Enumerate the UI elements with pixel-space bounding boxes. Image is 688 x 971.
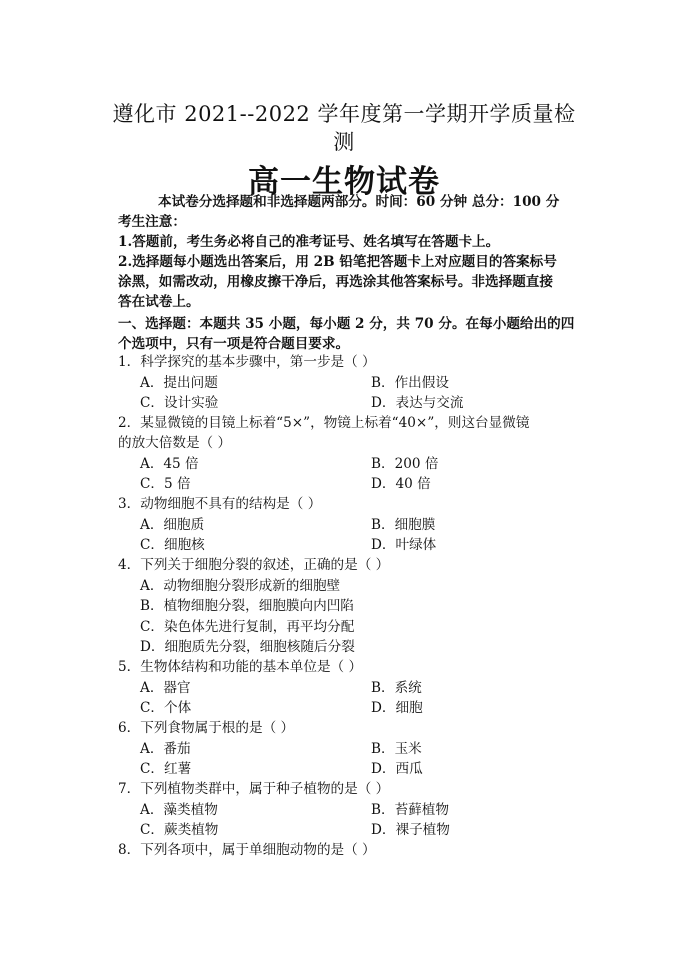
notes-heading: 考生注意： [118,214,186,230]
question-3-option-c: C．细胞核 [140,537,205,553]
exam-title-line2: 测 [333,130,355,154]
question-4-option-c: C．染色体先进行复制，再平均分配 [140,619,355,635]
question-5-option-d: D．细胞 [371,700,423,716]
question-2-option-a: A．45 倍 [140,456,199,472]
question-7-option-b: B．苔藓植物 [371,802,449,818]
question-4-stem: 4．下列关于细胞分裂的叙述，正确的是（ ） [118,557,390,573]
section-heading-line1: 一、选择题：本题共 35 小题，每小题 2 分，共 70 分。在每小题给出的四 [118,316,575,332]
question-8-stem: 8．下列各项中，属于单细胞动物的是（ ） [118,842,376,858]
question-3-option-d: D．叶绿体 [371,537,437,553]
question-5-option-c: C．个体 [140,700,192,716]
section-heading-line2: 个选项中，只有一项是符合题目要求。 [118,336,350,352]
question-3-option-b: B．细胞膜 [371,517,436,533]
question-5-option-a: A．器官 [140,680,191,696]
question-4-option-a: A．动物细胞分裂形成新的细胞壁 [140,578,341,594]
question-2-option-c: C．5 倍 [140,476,191,492]
question-3-stem: 3．动物细胞不具有的结构是（ ） [118,496,322,512]
exam-title-line1: 遵化市 2021--2022 学年度第一学期开学质量检 [112,102,576,126]
question-2-stem-line1: 2．某显微镜的目镜上标着“5×”，物镜上标着“40×”，则这台显微镜 [118,415,530,431]
question-1-option-c: C．设计实验 [140,395,219,411]
question-1-stem: 1．科学探究的基本步骤中，第一步是（ ） [118,354,376,370]
question-1-option-a: A．提出问题 [140,375,218,391]
note-1: 1.答题前，考生务必将自己的准考证号、姓名填写在答题卡上。 [118,234,500,250]
question-2-stem-line2: 的放大倍数是（ ） [118,435,232,451]
question-2-option-b: B．200 倍 [371,456,439,472]
exam-intro: 本试卷分选择题和非选择题两部分。时间：60 分钟 总分：100 分 [158,194,560,210]
question-7-option-c: C．蕨类植物 [140,822,219,838]
note-2-line3: 答在试卷上。 [118,294,200,310]
question-3-option-a: A．细胞质 [140,517,205,533]
note-2-line1: 2.选择题每小题选出答案后，用 2B 铅笔把答题卡上对应题目的答案标号 [118,254,557,270]
question-5-stem: 5．生物体结构和功能的基本单位是（ ） [118,659,363,675]
question-6-option-b: B．玉米 [371,741,422,757]
question-4-option-b: B．植物细胞分裂，细胞膜向内凹陷 [140,598,354,614]
note-2-line2: 涂黑，如需改动，用橡皮擦干净后，再选涂其他答案标号。非选择题直接 [118,274,553,290]
question-6-stem: 6．下列食物属于根的是（ ） [118,720,295,736]
exam-main-title: 高一生物试卷 [248,164,440,200]
question-1-option-d: D．表达与交流 [371,395,464,411]
question-7-option-a: A．藻类植物 [140,802,218,818]
question-2-option-d: D．40 倍 [371,476,431,492]
question-5-option-b: B．系统 [371,680,422,696]
question-1-option-b: B．作出假设 [371,375,449,391]
question-6-option-d: D．西瓜 [371,761,423,777]
question-7-stem: 7．下列植物类群中，属于种子植物的是（ ） [118,781,390,797]
question-4-option-d: D．细胞质先分裂，细胞核随后分裂 [140,639,355,655]
question-7-option-d: D．裸子植物 [371,822,450,838]
question-6-option-c: C．红薯 [140,761,192,777]
question-6-option-a: A．番茄 [140,741,191,757]
